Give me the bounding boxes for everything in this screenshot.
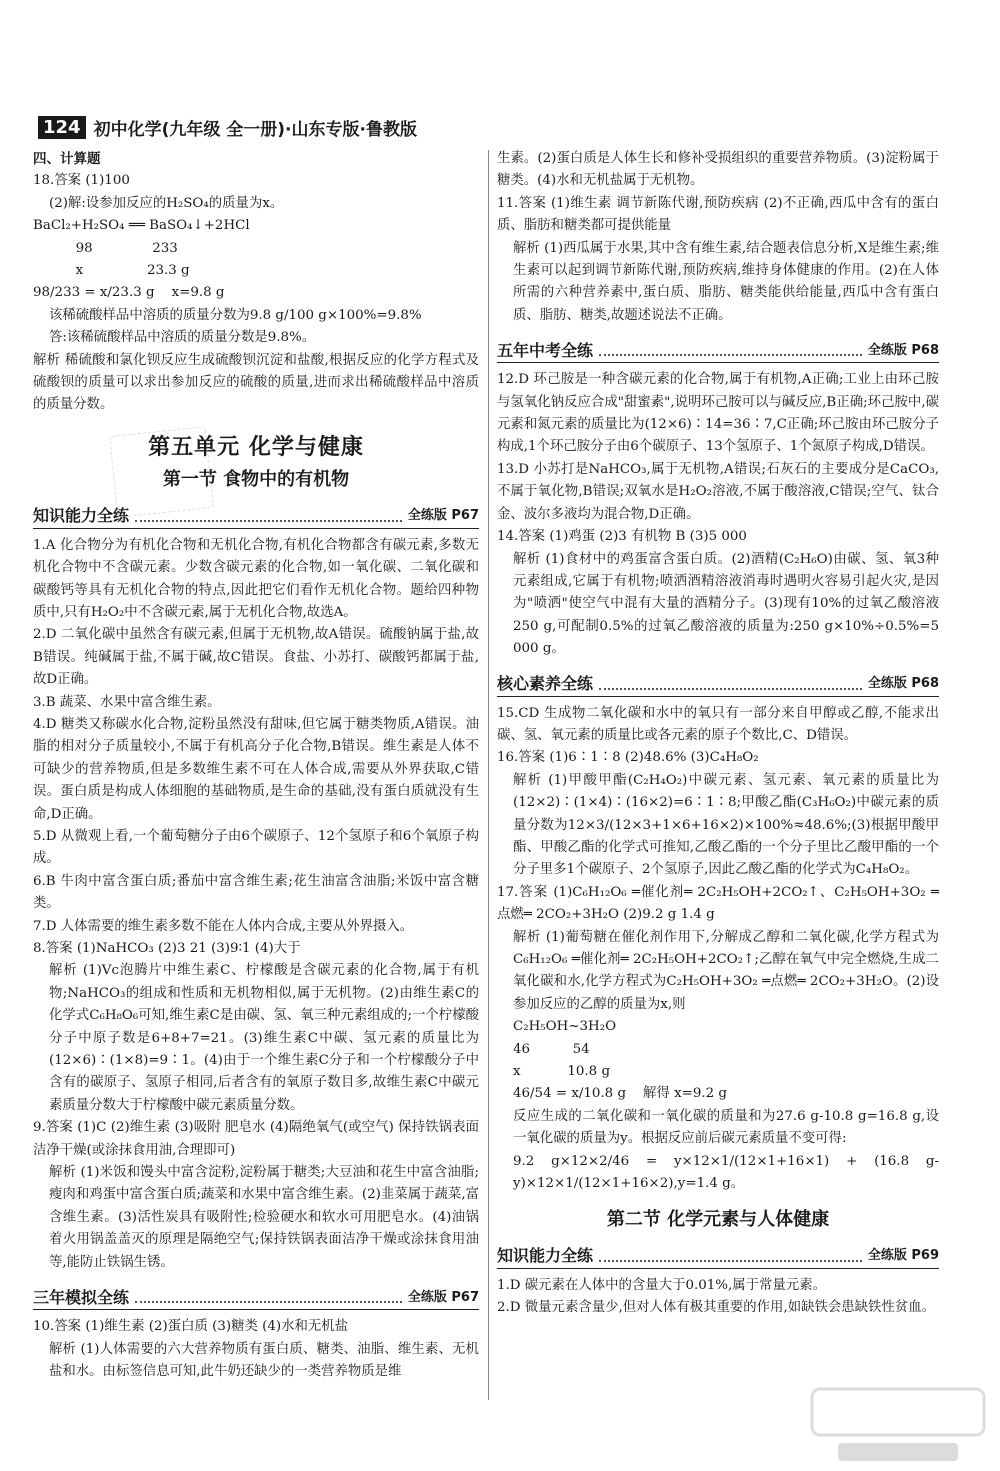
page-header (38, 112, 417, 142)
answer-analysis: 解析 (1)食材中的鸡蛋富含蛋白质。(2)酒精(C₂H₆O)由碳、氢、氧3种元素组成,它属于有机物;喷洒酒精溶液消毒时遇明火容易引起火灾,是因为"喷洒"使空气中混有大量的酒精分子。(3)现有10%的过氧乙酸溶液250 g,可配制0.5%的过氧乙酸溶液的质量为:250 g×10%÷0.5%=5 000 g。 (513, 551, 939, 657)
equation-line: 46/54 = x/10.8 g 解得 x=9.2 g (513, 1086, 727, 1102)
answer-item: 14.答案 (1)鸡蛋 (2)3 有机物 B (3)5 000 (497, 529, 747, 545)
q18-proportion: 98/233 = x/23.3 g x=9.8 g (33, 285, 225, 301)
bar-dots (599, 1260, 862, 1262)
bar-dots (135, 1301, 402, 1303)
answer-item: 10.答案 (1)维生素 (2)蛋白质 (3)糖类 (4)水和无机盐 (33, 1319, 349, 1335)
answer-item: 6.B 牛肉中富含蛋白质;番茄中富含维生素;花生油富含油脂;米饭中富含糖类。 (33, 873, 479, 912)
section-bar (497, 670, 939, 697)
answer-analysis: 解析 (1)西瓜属于水果,其中含有维生素,结合题表信息分析,X是维生素;维生素可以起到调节新陈代谢,预防疾病,维持身体健康的作用。(2)在人体所需的六种营养素中,蛋白质、脂肪、糖类能供给能量,西瓜中含有蛋白质、脂肪、糖类,故题述说法不正确。 (513, 240, 939, 323)
answer-analysis: 解析 (1)Vc泡腾片中维生素C、柠檬酸是含碳元素的化合物,属于有机物;NaHCO₃的组成和性质和无机物相似,属于无机物。(2)由维生素C的化学式C₆H₈O₆可知,维生素C是由碳、氢、氧三种元素组成的;一个柠檬酸分子中原子数是6+8+7=21。(3)维生素C中碳、氢元素的质量比为(12×6)∶(1×8)=9∶1。(4)由于一个维生素C分子和一个柠檬酸分子中含有的碳原子、氢原子相同,后者含有的氧原子数目多,故维生素C中碳元素质量分数大于柠檬酸中碳元素质量分数。 (49, 963, 479, 1113)
answer-item: 13.D 小苏打是NaHCO₃,属于无机物,A错误;石灰石的主要成分是CaCO₃,不属于氧化物,B错误;双氧水是H₂O₂溶液,不属于酸溶液,C错误;空气、钛合金、波尔多液均为混合物,D正确。 (497, 461, 939, 522)
answer-analysis: 解析 (1)人体需要的六大营养物质有蛋白质、糖类、油脂、维生素、无机盐和水。由标签信息可知,此牛奶还缺少的一类营养物质是维 (49, 1341, 479, 1379)
answer-analysis: 解析 (1)葡萄糖在催化剂作用下,分解成乙醇和二氧化碳,化学方程式为C₆H₁₂O₆ ═催化剂═ 2C₂H₅OH+2CO₂↑;乙醇在氧气中完全燃烧,生成二氧化碳和水,化学方程式为C₂H₅OH+3O₂ ═点燃═ 2CO₂+3H₂O。(2)设参加反应的乙醇的质量为x,则 (513, 929, 939, 1012)
answer-item: 12.D 环己胺是一种含碳元素的化合物,属于有机物,A正确;工业上由环己胺与氢氧化钠反应合成"甜蜜素",说明环己胺可以与碱反应,B正确;环己胺中,碳元素和氮元素的质量比为(12×6)∶14=36∶7,C正确;环己胺由环己胺分子构成,1个环己胺分子由6个碳原子、13个氢原子、1个氮原子构成,D错误。 (497, 372, 939, 455)
bar-title: 三年模拟全练 (33, 1287, 130, 1307)
answer-item: 16.答案 (1)6∶1∶8 (2)48.6% (3)C₄H₈O₂ (497, 750, 759, 766)
q18-line: 答:该稀硫酸样品中溶质的质量分数是9.8%。 (49, 330, 316, 346)
bar-title: 知识能力全练 (497, 1246, 594, 1266)
answer-item: 5.D 从微观上看,一个葡萄糖分子由6个碳原子、12个氢原子和6个氧原子构成。 (33, 828, 479, 867)
stamp-mark (109, 426, 214, 518)
book-title: 初中化学(九年级 全一册)·山东专版·鲁教版 (93, 119, 417, 140)
bar-ref: 全练版 P67 (407, 508, 479, 524)
answer-item: 11.答案 (1)维生素 调节新陈代谢,预防疾病 (2)不正确,西瓜中含有的蛋白质、脂肪和糖类都可提供能量 (497, 195, 939, 234)
answer-item: 1.A 化合物分为有机化合物和无机化合物,有机化合物都含有碳元素,多数无机化合物中不含碳元素。少数含碳元素的化合物,如一氧化碳、二氧化碳和碳酸钙等具有无机化合物的特点,因此把它们看作无机化合物。题给四种物质中,只有H₂O₂中不含碳元素,属于无机化合物,故选A。 (33, 537, 479, 620)
unit-title-block (33, 434, 479, 460)
bar-ref: 全练版 P68 (867, 676, 939, 692)
column-divider (488, 150, 489, 1400)
q18-equation: 98 233 (33, 240, 178, 256)
section-bar (497, 336, 939, 363)
answer-item: 3.B 蔬菜、水果中富含维生素。 (33, 694, 221, 710)
bar-ref: 全练版 P69 (867, 1248, 939, 1264)
q18-equation: x 23.3 g (33, 263, 190, 279)
bar-ref: 全练版 P68 (867, 342, 939, 358)
page-number: 124 (38, 116, 86, 139)
calc-heading: 四、计算题 (33, 151, 101, 167)
bar-dots (599, 688, 862, 690)
section-bar (497, 1242, 939, 1269)
answer-analysis: 解析 (1)米饭和馒头中富含淀粉,淀粉属于糖类;大豆油和花生中富含油脂;瘦肉和鸡蛋中富含蛋白质;蔬菜和水果中富含维生素。(2)韭菜属于蔬菜,富含维生素。(3)活性炭具有吸附性;检验硬水和软水可用肥皂水。(4)油锅着火用锅盖盖灭的原理是隔绝空气;保持铁锅表面洁净干燥或涂抹食用油等,能防止铁锅生锈。 (49, 1165, 479, 1270)
equation-line: 9.2 g×12×2/46 = y×12×1/(12×1+16×1) + (16.8 g-y)×12×1/(12×1+16×2),y=1.4 g。 (513, 1153, 939, 1192)
answer-item: 1.D 碳元素在人体中的含量大于0.01%,属于常量元素。 (497, 1277, 826, 1293)
bar-title: 五年中考全练 (497, 340, 594, 360)
q18-line: (2)解:设参加反应的H₂SO₄的质量为x。 (49, 195, 284, 211)
right-column (497, 148, 939, 1320)
answer-item: 9.答案 (1)C (2)维生素 (3)吸附 肥皂水 (4)隔绝氧气(或空气) 保持铁锅表面洁净干燥(或涂抹食用油,合理即可) (33, 1120, 479, 1158)
answer-item: 2.D 微量元素含量少,但对人体有极其重要的作用,如缺铁会患缺铁性贫血。 (497, 1300, 935, 1316)
bar-dots (599, 354, 862, 356)
equation-line: 46 54 (513, 1041, 590, 1057)
section-bar (33, 1283, 479, 1310)
answer-analysis: 解析 (1)甲酸甲酯(C₂H₄O₂)中碳元素、氢元素、氧元素的质量比为(12×2)∶(1×4)∶(16×2)=6∶1∶8;甲酸乙酯(C₃H₆O₂)中碳元素的质量分数为12×3/(12×3+1×6+16×2)×100%≈48.6%;(3)根据甲酸甲酯、甲酸乙酯的化学式可推知,乙酸乙酯的一个分子里比乙酸甲酯的一个分子里多1个碳原子、2个氢原子,因此乙酸乙酯的化学式为C₄H₈O₂。 (513, 772, 939, 878)
q18-line: 18.答案 (1)100 (33, 173, 130, 189)
watermark-logo (808, 1385, 988, 1467)
continued-text: 生素。(2)蛋白质是人体生长和修补受损组织的重要营养物质。(3)淀粉属于糖类。(4)水和无机盐属于无机物。 (497, 151, 939, 189)
section-title: 第一节 食物中的有机物 (162, 469, 350, 491)
answer-item: 17.答案 (1)C₆H₁₂O₆ ═催化剂═ 2C₂H₅OH+2CO₂↑、C₂H₅OH+3O₂ ═点燃═ 2CO₂+3H₂O (2)9.2 g 1.4 g (497, 884, 939, 923)
bar-title: 核心素养全练 (497, 674, 594, 694)
q18-analysis: 解析 稀硫酸和氯化钡反应生成硫酸钡沉淀和盐酸,根据反应的化学方程式及硫酸钡的质量可以求出参加反应的硫酸的质量,进而求出稀硫酸样品中溶质的质量分数。 (33, 352, 479, 413)
unit-title: 第五单元 化学与健康 (148, 434, 364, 460)
q18-equation: BaCl₂+H₂SO₄ ══ BaSO₄↓+2HCl (33, 218, 250, 234)
left-column (33, 148, 479, 1383)
bar-dots (135, 520, 402, 522)
answer-item: 4.D 糖类又称碳水化合物,淀粉虽然没有甜味,但它属于糖类物质,A错误。油脂的相对分子质量较小,不属于有机高分子化合物,B错误。维生素是人体不可缺少的营养物质,但是多数维生素不可在人体合成,需要从外界获取,C错误。蛋白质是构成人体细胞的基础物质,是生命的基础,没有蛋白质就没有生命,D正确。 (33, 716, 479, 822)
bar-title: 知识能力全练 (33, 506, 130, 526)
equation-line: C₂H₅OH~3H₂O (513, 1019, 617, 1035)
answer-item: 2.D 二氧化碳中虽然含有碳元素,但属于无机物,故A错误。硫酸钠属于盐,故B错误。纯碱属于盐,不属于碱,故C错误。食盐、小苏打、碳酸钙都属于盐,故D正确。 (33, 627, 479, 688)
answer-item: 15.CD 生成物二氧化碳和水中的氧只有一部分来自甲醇或乙醇,不能求出碳、氢、氧元素的质量比或各元素的原子个数比,C、D错误。 (497, 705, 939, 743)
equation-line: x 10.8 g (513, 1064, 611, 1080)
answer-analysis: 反应生成的二氧化碳和一氧化碳的质量和为27.6 g-10.8 g=16.8 g,设一氧化碳的质量为y。根据反应前后碳元素质量不变可得: (513, 1108, 939, 1147)
section-title: 第二节 化学元素与人体健康 (606, 1209, 830, 1231)
q18-line: 该稀硫酸样品中溶质的质量分数为9.8 g/100 g×100%=9.8% (49, 307, 422, 323)
answer-item: 7.D 人体需要的维生素多数不能在人体内合成,主要从外界摄入。 (33, 918, 414, 934)
section-bar (33, 502, 479, 529)
bar-ref: 全练版 P67 (407, 1289, 479, 1305)
answer-item: 8.答案 (1)NaHCO₃ (2)3 21 (3)9∶1 (4)大于 (33, 941, 301, 956)
